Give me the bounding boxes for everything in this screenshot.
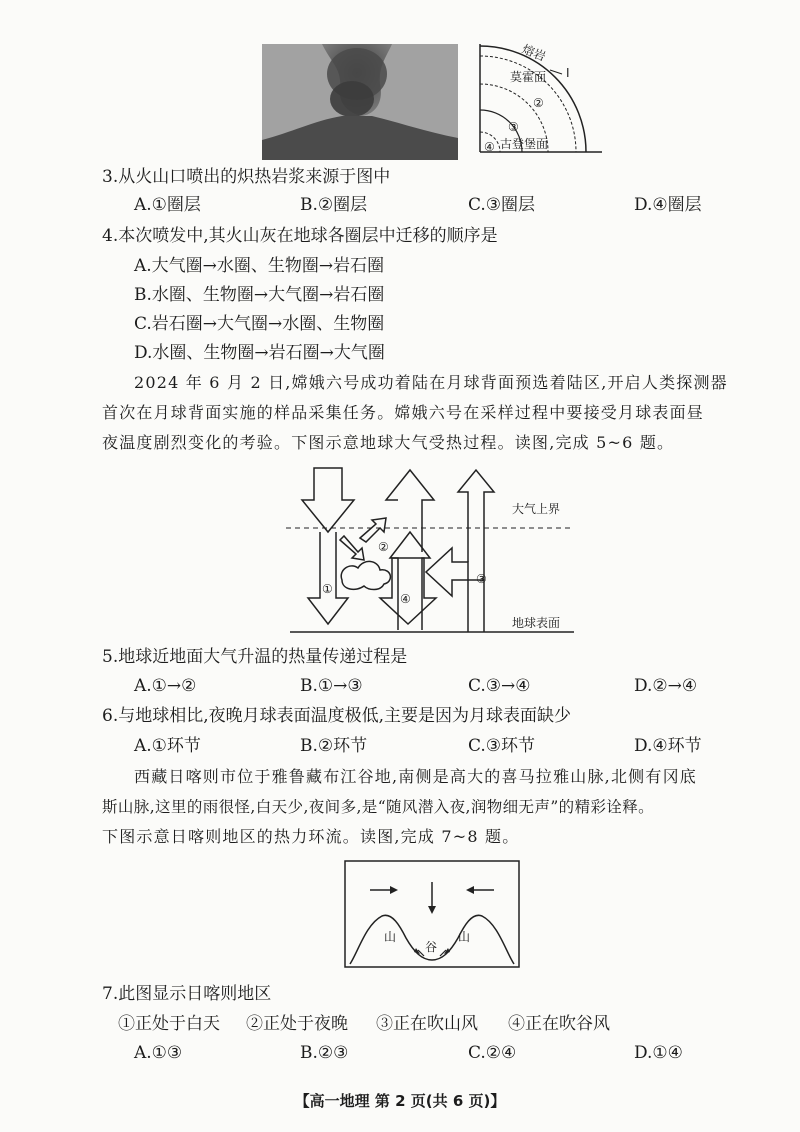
q7-statement-2: ②正处于夜晚 [246, 1014, 348, 1034]
q5-option-d: D.②→④ [634, 676, 698, 696]
intro-7-8-line1: 西藏日喀则市位于雅鲁藏布江谷地,南侧是高大的喜马拉雅山脉,北侧有冈底 [134, 767, 697, 786]
q5-stem: 5.地球近地面大气升温的热量传递过程是 [102, 647, 408, 667]
q7-option-b: B.②③ [300, 1043, 349, 1063]
q7-option-d: D.①④ [634, 1043, 683, 1063]
mountain-left-label: 山 [384, 930, 397, 944]
q3-option-d: D.④圈层 [634, 195, 702, 215]
page-footer: 【高一地理 第 2 页(共 6 页)】 [294, 1092, 506, 1110]
layer-circle-4: ④ [484, 140, 495, 154]
q7-statement-3: ③正在吹山风 [376, 1014, 478, 1034]
q4-option-c: C.岩石圈→大气圈→水圈、生物圈 [134, 314, 385, 334]
q4-option-a: A.大气圈→水圈、生物圈→岩石圈 [134, 256, 385, 276]
valley-label: 谷 [425, 940, 438, 954]
volcano-photo [262, 44, 458, 160]
heat-circle-1: ① [322, 582, 333, 596]
layer-circle-3: ③ [508, 120, 519, 134]
q5-option-b: B.①→③ [300, 676, 363, 696]
layer-circle-2: ② [533, 96, 544, 110]
atmosphere-top-label: 大气上界 [512, 502, 561, 516]
q6-stem: 6.与地球相比,夜晚月球表面温度极低,主要是因为月球表面缺少 [102, 706, 572, 726]
heat-circle-2: ② [378, 540, 389, 554]
atmosphere-heating-diagram [280, 462, 580, 638]
q7-statement-1: ①正处于白天 [118, 1014, 220, 1034]
q6-option-b: B.②环节 [300, 736, 368, 756]
q6-option-a: A.①环节 [134, 736, 201, 756]
rock-layer-label: 熔岩 [520, 41, 548, 64]
intro-7-8-line2: 斯山脉,这里的雨很怪,白天少,夜间多,是“随风潜入夜,润物细无声”的精彩诠释。 [102, 798, 655, 816]
earth-surface-label: 地球表面 [512, 616, 561, 630]
q4-stem: 4.本次喷发中,其火山灰在地球各圈层中迁移的顺序是 [102, 226, 498, 246]
moho-label: 莫霍面 [510, 70, 547, 84]
q3-option-a: A.①圈层 [134, 195, 201, 215]
intro-5-6-line2: 首次在月球背面实施的样品采集任务。嫦娥六号在采样过程中要接受月球表面昼 [102, 403, 705, 422]
gutenberg-label: 古登堡面 [500, 137, 549, 151]
q6-option-c: C.③环节 [468, 736, 536, 756]
q3-stem: 3.从火山口喷出的炽热岩浆来源于图中 [102, 167, 391, 187]
intro-5-6-line3: 夜温度剧烈变化的考验。下图示意地球大气受热过程。读图,完成 5~6 题。 [102, 433, 675, 452]
q4-option-b: B.水圈、生物圈→大气圈→岩石圈 [134, 285, 385, 305]
mountain-right-label: 山 [458, 930, 471, 944]
intro-7-8-line3: 下图示意日喀则地区的热力环流。读图,完成 7~8 题。 [102, 827, 520, 846]
heat-circle-4: ④ [400, 592, 411, 606]
q7-option-a: A.①③ [134, 1043, 183, 1063]
q4-option-d: D.水圈、生物圈→岩石圈→大气圈 [134, 343, 385, 363]
q6-option-d: D.④环节 [634, 736, 702, 756]
heat-circle-3: ③ [476, 572, 487, 586]
q7-option-c: C.②④ [468, 1043, 517, 1063]
q7-statement-4: ④正在吹谷风 [508, 1014, 610, 1034]
intro-5-6-line1: 2024 年 6 月 2 日,嫦娥六号成功着陆在月球背面预选着陆区,开启人类探测器 [134, 373, 728, 392]
mark-i: Ⅰ [566, 66, 570, 80]
q3-option-c: C.③圈层 [468, 195, 536, 215]
q5-option-a: A.①→② [134, 676, 197, 696]
q7-stem: 7.此图显示日喀则地区 [102, 984, 272, 1004]
q3-option-b: B.②圈层 [300, 195, 368, 215]
q5-option-c: C.③→④ [468, 676, 531, 696]
